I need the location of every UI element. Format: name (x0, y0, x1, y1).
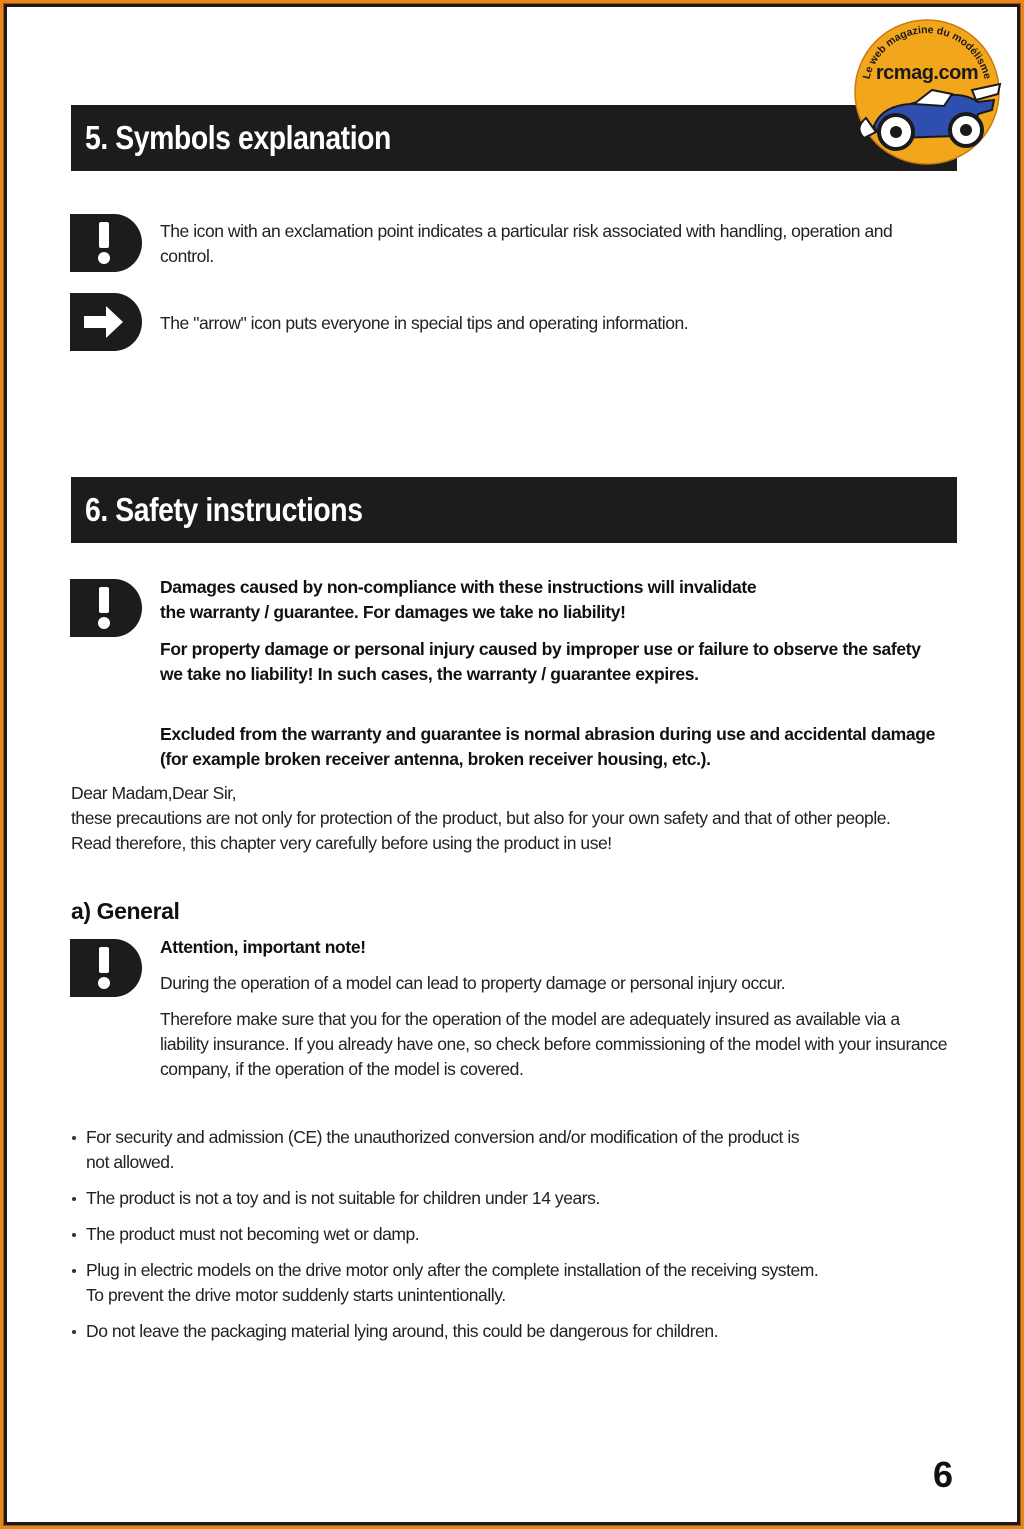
important-note-title: Attention, important note! (160, 937, 366, 957)
list-item: The product must not becoming wet or damp. (71, 1222, 951, 1247)
section-title: 5. Symbols explanation (85, 119, 391, 156)
warranty-warning-1: Damages caused by non-compliance with these instructions will invalidate the warranty / guarantee. For damages we take no liability! (160, 577, 757, 622)
subsection-title-general: a) General (71, 898, 180, 924)
rcmag-logo (852, 14, 1002, 166)
note-paragraph-1: During the operation of a model can lead to property damage or personal injury occur. (160, 973, 786, 993)
safety-intro: Dear Madam,Dear Sir, these precautions are not only for protection of the product, but also for your own safety and that of other people. Read therefore, this chapter very carefully before using the product in use! (71, 783, 891, 853)
exclamation-icon (70, 579, 142, 637)
logo-brand: rcmag.com (875, 62, 979, 84)
section-header-symbols (71, 105, 957, 171)
warranty-warning-3: Excluded from the warranty and guarantee is normal abrasion during use and accidental damage (for example broken receiver antenna, broken receiver housing, etc.). (160, 724, 935, 769)
list-item: Do not leave the packaging material lying around, this could be dangerous for children. (71, 1319, 951, 1344)
general-bullet-list (71, 1125, 951, 1355)
list-item: The product is not a toy and is not suitable for children under 14 years. (71, 1186, 951, 1211)
list-item: For security and admission (CE) the unauthorized conversion and/or modification of the product is not allowed. (71, 1125, 951, 1175)
logo-tagline: Le web magazine du modélisme (860, 23, 994, 81)
list-item: Plug in electric models on the drive motor only after the complete installation of the receiving system. To prevent the drive motor suddenly starts unintentionally. (71, 1258, 951, 1308)
manual-page (4, 4, 1020, 1525)
symbol-description-arrow: The "arrow" icon puts everyone in special tips and operating information. (160, 313, 689, 333)
arrow-icon (70, 293, 142, 351)
page-number: 6 (932, 1454, 953, 1495)
section-header-safety (71, 477, 957, 543)
exclamation-icon (70, 214, 142, 272)
note-paragraph-2: Therefore make sure that you for the operation of the model are adequately insured as available via a liability insurance. If you already have one, so check before commissioning of the model with your insurance company, if the operation of the model is covered. (160, 1009, 947, 1079)
section-title: 6. Safety instructions (85, 491, 363, 528)
warranty-warning-2: For property damage or personal injury caused by improper use or failure to observe the safety we take no liability! In such cases, the warranty / guarantee expires. (160, 639, 921, 684)
exclamation-icon (70, 939, 142, 997)
symbol-description-exclamation: The icon with an exclamation point indicates a particular risk associated with handling, operation and control. (160, 221, 893, 266)
